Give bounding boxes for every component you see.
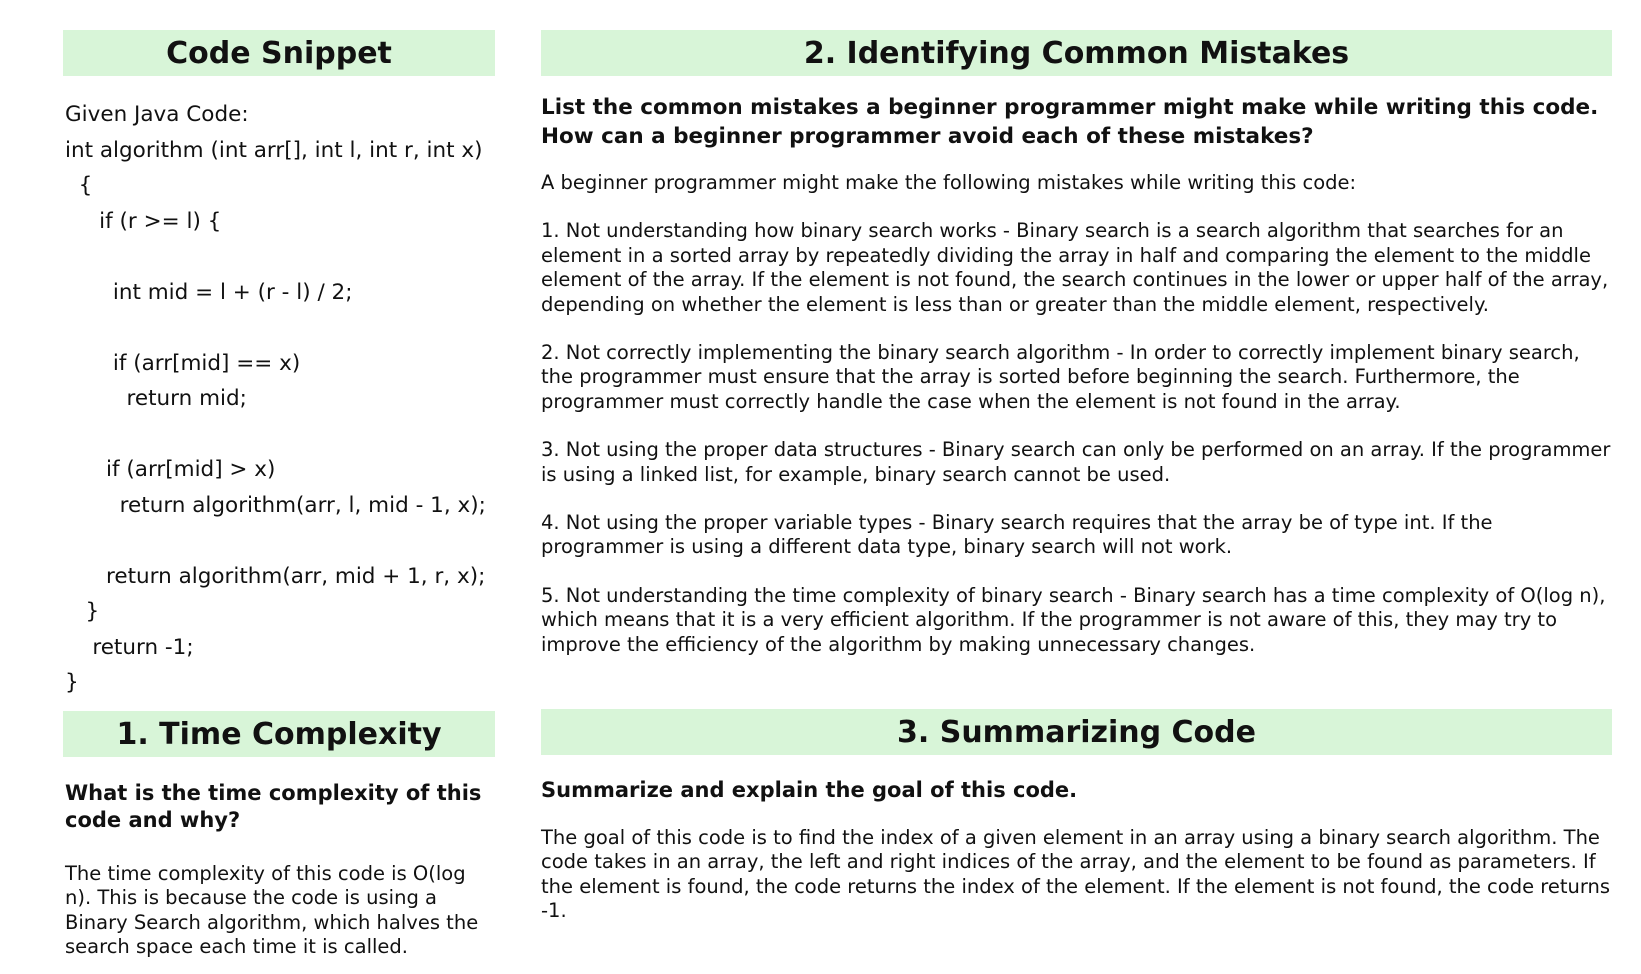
summarizing-code-question: Summarize and explain the goal of this code.: [541, 778, 1078, 802]
common-mistakes-intro: A beginner programmer might make the following mistakes while writing this code:: [541, 171, 1357, 194]
mistake-item: 2. Not correctly implementing the binary search algorithm - In order to correctly implement binary search, the programmer must ensure that the array is sorted before beginning the search. Furthermore, the programmer must correctly handle the case when the element is not found in the array.: [541, 341, 1580, 413]
code-line: [65, 523, 505, 559]
code-line: if (r >= l) {: [65, 208, 222, 234]
mistake-item: 1. Not understanding how binary search works - Binary search is a search algorithm that searches for an element in a sorted array by repeatedly dividing the array in half and comparing the element to the middle element of the array. If the element is not found, the search continues in the lower or upper half of the array, depending on whether the element is less than or greater than the middle element, respectively.: [541, 219, 1609, 316]
code-line: int mid = l + (r - l) / 2;: [65, 279, 353, 305]
summarizing-code-answer: [541, 826, 1612, 924]
code-line: {: [65, 173, 93, 198]
code-line: int algorithm (int arr[], int l, int r, int x): [65, 137, 483, 163]
time-complexity-answer-text: The time complexity of this code is O(log n). This is because the code is using a Binary Search algorithm, which halves the search space each time it is called.: [65, 862, 479, 959]
code-line: return algorithm(arr, l, mid - 1, x);: [65, 492, 486, 518]
time-complexity-answer: [65, 862, 495, 960]
mistake-item: 5. Not understanding the time complexity of binary search - Binary search has a time complexity of O(log n), which means that it is a very efficient algorithm. If the programmer is not aware of this, they may try to improve the efficiency of the algorithm by making unnecessary changes.: [541, 583, 1606, 656]
common-mistakes-question: List the common mistakes a beginner programmer might make while writing this code. How can a beginner programmer avoid each of these mistakes?: [541, 95, 1599, 149]
code-block: [65, 97, 505, 701]
mistake-item: 4. Not using the proper variable types - Binary search requires that the array be of type int. If the programmer is using a different data type, binary search will not work.: [541, 511, 1493, 559]
mistake-item: 3. Not using the proper data structures - Binary search can only be performed on an array. If the programmer is using a linked list, for example, binary search cannot be used.: [541, 438, 1611, 486]
code-line: return algorithm(arr, mid + 1, r, x);: [65, 563, 486, 589]
common-mistakes-answer: [541, 171, 1612, 681]
code-line: return mid;: [65, 386, 247, 411]
time-complexity-question: What is the time complexity of this code and why?: [65, 781, 482, 832]
common-mistakes-heading: 2. Identifying Common Mistakes: [541, 30, 1612, 76]
code-line: }: [65, 670, 79, 695]
time-complexity-heading: 1. Time Complexity: [63, 711, 495, 757]
code-line: [65, 239, 505, 275]
code-line: if (arr[mid] == x): [65, 350, 301, 376]
code-line: }: [65, 599, 100, 624]
summarizing-code-answer-text: The goal of this code is to find the index of a given element in an array using a binary search algorithm. The code takes in an array, the left and right indices of the array, and the element to be found as parameters. If the element is found, the code returns the index of the element. If the element is not found, the code returns -1.: [541, 826, 1611, 923]
summarizing-code-heading: 3. Summarizing Code: [541, 709, 1612, 755]
code-line: [65, 417, 505, 453]
code-line: [65, 310, 505, 346]
code-line: return -1;: [65, 634, 194, 660]
code-snippet-heading: Code Snippet: [63, 30, 495, 76]
code-line: if (arr[mid] > x): [65, 457, 276, 482]
code-line: Given Java Code:: [65, 102, 249, 127]
